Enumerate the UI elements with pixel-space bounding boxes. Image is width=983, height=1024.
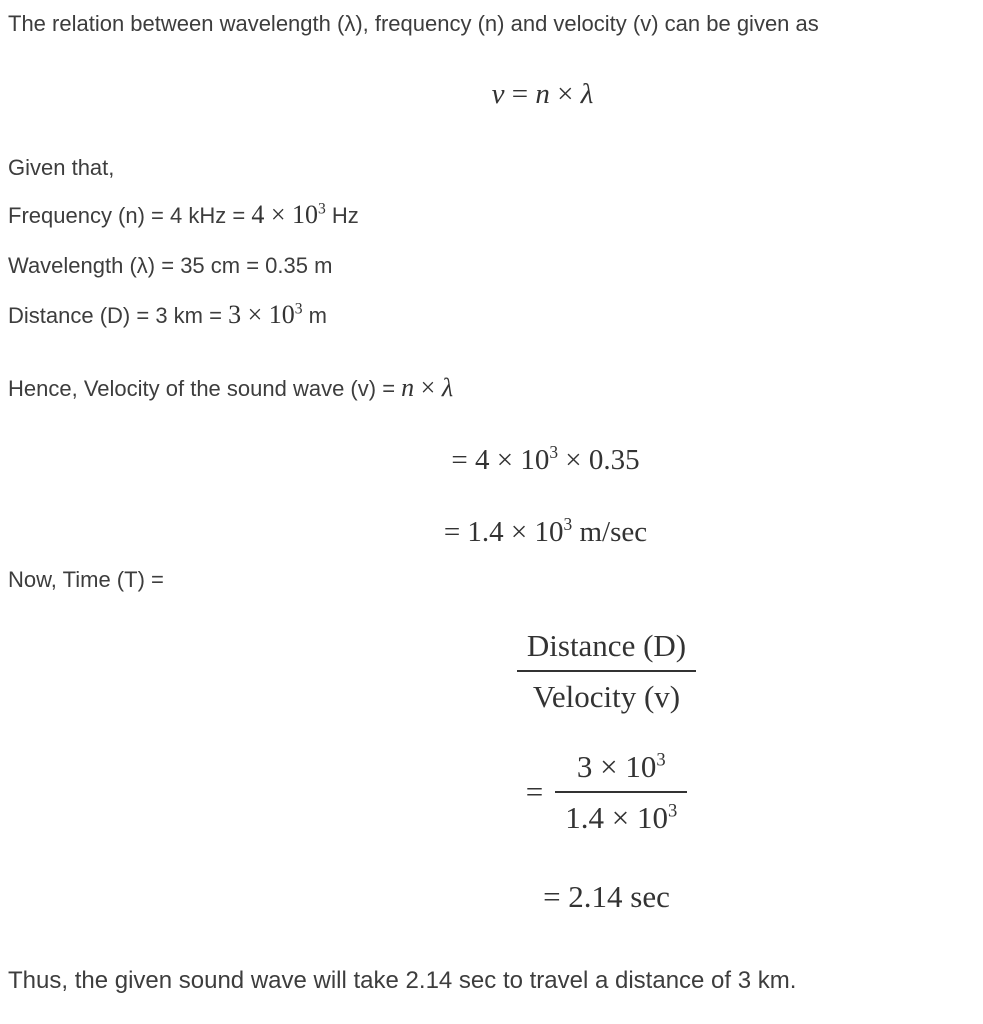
substitution-denominator-base: 1.4 × 10 xyxy=(565,800,668,836)
wavelength-line xyxy=(8,249,975,282)
velocity-line xyxy=(8,372,975,406)
step2-rest: m/sec xyxy=(572,515,648,548)
step2-base: = 1.4 × 10 xyxy=(443,515,564,548)
fraction-denominator: Velocity (v) xyxy=(517,670,696,717)
distance-label: Distance (D) = 3 km = xyxy=(8,303,229,328)
intro-paragraph: The relation between wavelength (λ), frequency (n) and velocity (v) can be given as xyxy=(8,11,819,36)
velocity-step-2 xyxy=(8,504,975,552)
frequency-unit: Hz xyxy=(325,203,359,228)
velocity-times: × xyxy=(414,373,442,402)
given-heading: Given that, xyxy=(8,155,115,180)
velocity-step-1 xyxy=(8,432,975,480)
distance-line xyxy=(8,299,975,332)
distance-value xyxy=(228,300,302,329)
frequency-line xyxy=(8,199,975,232)
time-substitution xyxy=(8,747,975,838)
formula-n: n xyxy=(535,78,550,110)
substitution-equals-sign: = xyxy=(525,774,544,810)
main-formula xyxy=(8,76,975,112)
velocity-n: n xyxy=(401,373,415,402)
distance-base: 3 × 10 xyxy=(228,300,295,329)
fraction-numerator: Distance (D) xyxy=(526,627,687,663)
step1-base: = 4 × 10 xyxy=(451,443,550,476)
substitution-denominator xyxy=(555,791,687,838)
velocity-lambda: λ xyxy=(441,373,454,402)
conclusion-paragraph: Thus, the given sound wave will take 2.14 sec to travel a distance of 3 km. xyxy=(8,967,797,995)
substitution-numerator xyxy=(555,747,687,792)
substitution-fraction xyxy=(555,747,687,838)
substitution-numerator-base: 3 × 10 xyxy=(576,748,657,784)
time-formula-fraction xyxy=(8,626,975,717)
wavelength-label: Wavelength (λ) = 35 cm = 0.35 m xyxy=(8,253,333,278)
equals-sign: = xyxy=(504,78,536,110)
frequency-exponent: 3 xyxy=(318,200,326,218)
formula-lambda: λ xyxy=(580,78,594,110)
distance-velocity-fraction xyxy=(517,626,696,717)
velocity-formula xyxy=(401,373,453,402)
substitution-numerator-exponent: 3 xyxy=(656,749,666,771)
step1-exponent: 3 xyxy=(549,442,559,462)
frequency-base: 4 × 10 xyxy=(251,200,318,229)
step2-exponent: 3 xyxy=(563,513,573,534)
distance-unit: m xyxy=(302,303,327,328)
step1-rest: × 0.35 xyxy=(558,443,640,476)
substitution-denominator-exponent: 3 xyxy=(667,800,678,822)
frequency-value xyxy=(251,200,325,229)
times-sign: × xyxy=(549,78,581,110)
time-lead-paragraph: Now, Time (T) = xyxy=(8,566,164,592)
velocity-lead: Hence, Velocity of the sound wave (v) = xyxy=(8,376,402,401)
formula-v: v xyxy=(491,78,505,110)
time-result: = 2.14 sec xyxy=(543,879,670,915)
frequency-label: Frequency (n) = 4 kHz = xyxy=(8,203,252,228)
distance-exponent: 3 xyxy=(294,300,303,318)
